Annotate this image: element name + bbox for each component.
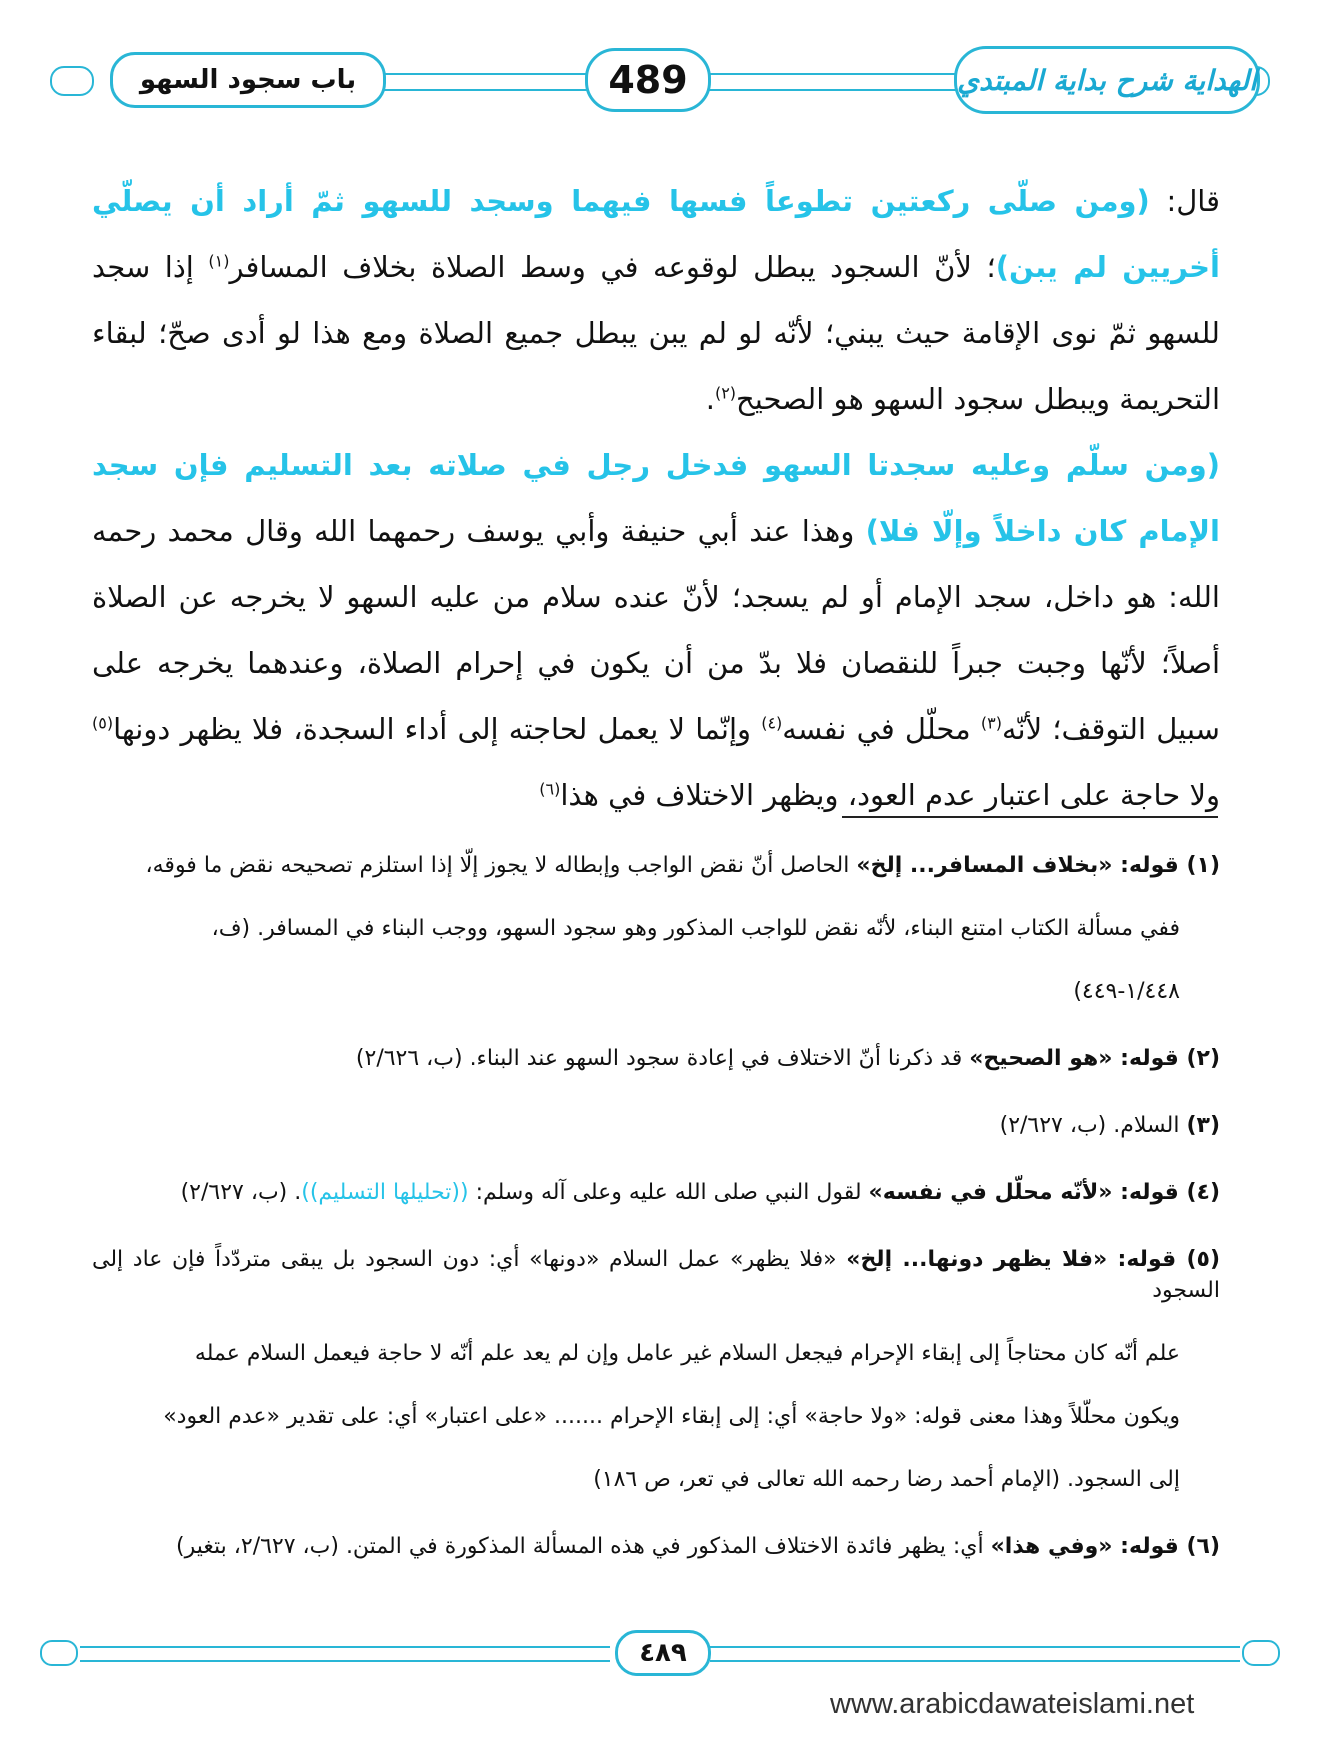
footnote-4	[92, 1177, 1220, 1208]
footnote-text: أي: يظهر فائدة الاختلاف المذكور في هذه المسألة المذكورة في المتن. (ب، ٢/٦٢٧، بتغير)	[176, 1534, 991, 1559]
footnotes	[92, 850, 1220, 1598]
footnote-lead: قوله: «لأنّه محلّل في نفسه»	[868, 1180, 1187, 1205]
footnote-text: «فلا يظهر» عمل السلام «دونها» أي: دون السجود بل يبقى متردّداً فإن عاد إلى السجود	[92, 1247, 1220, 1303]
footnote-lead: قوله: «بخلاف المسافر... إلخ»	[856, 853, 1187, 878]
footnote-3	[92, 1110, 1220, 1141]
footnote-number: (٦)	[1186, 1534, 1220, 1559]
main-text	[92, 168, 1220, 828]
header-rule-right	[700, 73, 970, 91]
chapter-title: باب سجود السهو	[110, 52, 386, 108]
footnote-continuation: ففي مسألة الكتاب امتنع البناء، لأنّه نقض للواجب المذكور وهو سجود السهو، ووجب البناء في المسافر. (ف،	[211, 916, 1180, 941]
website-url[interactable]: www.arabicdawateislami.net	[830, 1688, 1195, 1720]
footnote-lead: قوله: «فلا يظهر دونها... إلخ»	[846, 1247, 1187, 1272]
footnote-lead: قوله: «هو الصحيح»	[969, 1046, 1187, 1071]
footnote-ref-2[interactable]: (٢)	[714, 383, 737, 403]
page-number: 489	[585, 48, 711, 112]
hadith-quote: ((تحليلها التسليم))	[301, 1180, 469, 1205]
footnote-lead: قوله: «وفي هذا»	[990, 1534, 1187, 1559]
ornament-left	[40, 1640, 78, 1666]
sharh-text: ؛ لأنّ السجود يبطل لوقوعه في وسط الصلاة بخلاف المسافر	[229, 250, 996, 284]
footnote-text: السلام. (ب، ٢/٦٢٧)	[999, 1113, 1187, 1138]
footnote-1	[92, 850, 1220, 1007]
matn-quote-2: (ومن سلّم وعليه سجدتا السهو فدخل رجل في صلاته بعد التسليم فإن سجد الإمام كان داخلاً وإلّا فلا)	[92, 448, 1220, 548]
footnote-number: (٥)	[1186, 1247, 1220, 1272]
footnote-ref-6[interactable]: (٦)	[539, 779, 561, 799]
page-footer	[40, 1630, 1280, 1680]
footer-rule-right	[710, 1646, 1240, 1662]
footnote-6	[92, 1531, 1220, 1562]
footnote-continuation: علم أنّه كان محتاجاً إلى إبقاء الإحرام فيجعل السلام غير عامل وإن لم يعد علم أنّه لا حاجة فيعمل السلام عمله	[194, 1341, 1180, 1366]
footnote-text: الحاصل أنّ نقض الواجب وإبطاله لا يجوز إلّا إذا استلزم تصحيحه نقض ما فوقه،	[145, 853, 857, 878]
footnote-number: (٣)	[1186, 1113, 1220, 1138]
book-title-logo: الهداية شرح بداية المبتدي	[954, 46, 1260, 114]
paragraph-1	[92, 168, 1220, 432]
footnote-continuation: إلى السجود. (الإمام أحمد رضا رحمه الله تعالى في تعر، ص ١٨٦)	[593, 1467, 1180, 1492]
footnote-reference: . (ب، ٢/٦٢٧)	[180, 1180, 302, 1205]
footnote-ref-3[interactable]: (٣)	[980, 713, 1002, 733]
page-header	[40, 40, 1280, 120]
footnote-ref-1[interactable]: (١)	[208, 251, 230, 271]
paragraph-2	[92, 432, 1220, 828]
footnote-continuation: ويكون محلّلاً وهذا معنى قوله: «ولا حاجة» أي: إلى إبقاء الإحرام ....... «على اعتبار» أي: على تقدير «عدم العود»	[163, 1404, 1180, 1429]
sharh-text: وهذا عند أبي حنيفة وأبي يوسف رحمهما الله وقال محمد رحمه الله: هو داخل، سجد الإمام أو لم يسجد؛ لأنّ عنده سلام من عليه السهو لا يخرجه عن الصلاة أصلاً؛ لأنّها وجبت جبراً للنقصان فلا بدّ من أن يكون في إحرام الصلاة، وعندهما يخرجه على سبيل التوقف؛ لأنّه	[92, 514, 1220, 746]
matn-quote-1: (ومن صلّى ركعتين تطوعاً فسها فيهما وسجد للسهو ثمّ أراد أن يصلّي أخريين لم يبن)	[92, 184, 1220, 284]
sharh-text: وإنّما لا يعمل لحاجته إلى أداء السجدة، فلا يظهر دونها	[113, 712, 762, 746]
ornament-left	[50, 66, 94, 96]
footnote-separator	[842, 816, 1218, 818]
footnote-2	[92, 1043, 1220, 1074]
sharh-text: محلّل في نفسه	[782, 712, 981, 746]
sharh-text: ولا حاجة على اعتبار عدم العود، ويظهر الاختلاف في هذا	[560, 778, 1220, 812]
footnote-reference: ١/٤٤٨-٤٤٩)	[1073, 979, 1180, 1004]
ornament-right	[1242, 1640, 1280, 1666]
footnote-text: لقول النبي صلى الله عليه وعلى آله وسلم:	[468, 1180, 869, 1205]
sharh-text: .	[705, 382, 715, 416]
footnote-text: قد ذكرنا أنّ الاختلاف في إعادة سجود السهو عند البناء. (ب، ٢/٦٢٦)	[355, 1046, 970, 1071]
footnote-number: (١)	[1186, 853, 1220, 878]
footnote-number: (٤)	[1186, 1180, 1220, 1205]
footnote-ref-4[interactable]: (٤)	[761, 713, 783, 733]
label-qala: قال:	[1166, 184, 1220, 218]
sharh-text: إذا سجد للسهو ثمّ نوى الإقامة حيث يبني؛ لأنّه لو لم يبن يبطل جميع الصلاة ومع هذا لو أدى صحّ؛ لبقاء التحريمة ويبطل سجود السهو هو الصحيح	[92, 250, 1220, 416]
footer-page-number: ٤٨٩	[615, 1630, 711, 1676]
footnote-number: (٢)	[1186, 1046, 1220, 1071]
footer-rule-left	[80, 1646, 610, 1662]
footnote-ref-5[interactable]: (٥)	[92, 713, 114, 733]
footnote-5	[92, 1244, 1220, 1495]
